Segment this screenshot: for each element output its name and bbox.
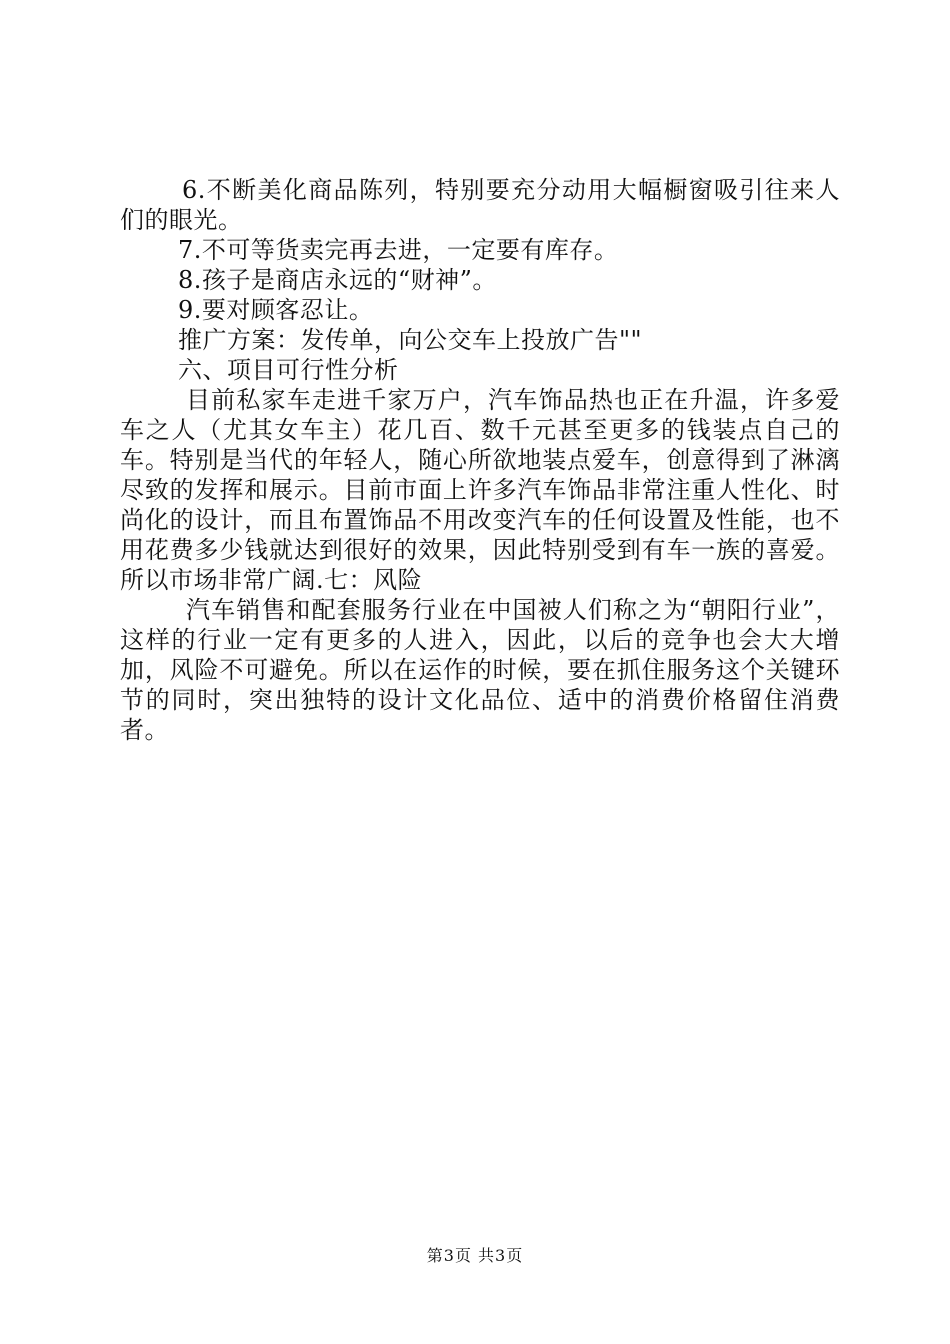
list-item-7: 7.不可等货卖完再去进，一定要有库存。 xyxy=(178,236,619,264)
promotion-plan: 推广方案：发传单，向公交车上投放广告"" xyxy=(178,326,643,354)
list-item-6: 6.不断美化商品陈列，特别要充分动用大幅橱窗吸引往来人们的眼光。 xyxy=(120,176,840,234)
list-item-8: 8.孩子是商店永远的“财神”。 xyxy=(178,266,497,294)
document-body xyxy=(120,175,840,745)
section-heading-feasibility: 六、项目可行性分析 xyxy=(178,356,399,384)
risk-paragraph: 汽车销售和配套服务行业在中国被人们称之为“朝阳行业”，这样的行业一定有更多的人进入，因此，以后的竞争也会大大增加，风险不可避免。所以在运作的时候，要在抓住服务这个关键环节的同时，突出独特的设计文化品位、适中的消费价格留住消费者。 xyxy=(120,596,840,744)
page-number-footer: 第3页 共3页 xyxy=(426,1246,524,1265)
feasibility-paragraph: 目前私家车走进千家万户，汽车饰品热也正在升温，许多爱车之人（尤其女车主）花几百、数千元甚至更多的钱装点自己的车。特别是当代的年轻人，随心所欲地装点爱车，创意得到了淋漓尽致的发挥和展示。目前市面上许多汽车饰品非常注重人性化、时尚化的设计，而且布置饰品不用改变汽车的任何设置及性能，也不用花费多少钱就达到很好的效果，因此特别受到有车一族的喜爱。所以市场非常广阔.七：风险 xyxy=(120,386,840,594)
list-item-9: 9.要对顾客忍让。 xyxy=(178,296,374,324)
